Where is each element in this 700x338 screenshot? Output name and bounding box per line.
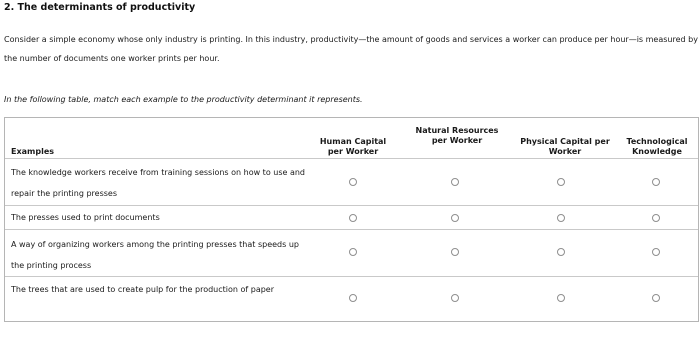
radio-presses-technological-knowledge[interactable] <box>652 214 660 222</box>
radio-trees-natural-resources[interactable] <box>451 294 459 302</box>
radio-trees-technological-knowledge[interactable] <box>652 294 660 302</box>
example-row-training: The knowledge workers receive from training sessions on how to use and repair the printing presses <box>11 168 306 198</box>
radio-organizing-human-capital[interactable] <box>349 248 357 256</box>
radio-organizing-natural-resources[interactable] <box>451 248 459 256</box>
example-row-trees: The trees that are used to create pulp for the production of paper <box>11 285 275 294</box>
row-divider <box>5 229 698 230</box>
question-title: 2. The determinants of productivity <box>4 2 196 13</box>
row-divider <box>5 276 698 277</box>
column-header-physical-capital: Physical Capital per Worker <box>520 137 610 156</box>
question-intro: Consider a simple economy whose only industry is printing. In this industry, productivity—the amount of goods and services a worker can produce per hour—is measured by the number of documents one worker prints per hour. <box>4 35 698 63</box>
radio-training-physical-capital[interactable] <box>557 178 565 186</box>
radio-trees-physical-capital[interactable] <box>557 294 565 302</box>
column-header-natural-resources: Natural Resources per Worker <box>415 126 499 145</box>
matching-table <box>4 117 699 322</box>
header-divider <box>5 158 698 159</box>
example-row-organizing: A way of organizing workers among the printing presses that speeds up the printing process <box>11 240 299 270</box>
column-header-technological-knowledge: Technological Knowledge <box>626 137 688 156</box>
radio-presses-human-capital[interactable] <box>349 214 357 222</box>
examples-column-header: Examples <box>11 147 55 156</box>
radio-organizing-technological-knowledge[interactable] <box>652 248 660 256</box>
radio-organizing-physical-capital[interactable] <box>557 248 565 256</box>
radio-training-natural-resources[interactable] <box>451 178 459 186</box>
radio-presses-natural-resources[interactable] <box>451 214 459 222</box>
radio-training-technological-knowledge[interactable] <box>652 178 660 186</box>
column-header-human-capital: Human Capital per Worker <box>319 137 387 156</box>
radio-training-human-capital[interactable] <box>349 178 357 186</box>
question-instruction: In the following table, match each example to the productivity determinant it represents. <box>4 95 363 104</box>
radio-trees-human-capital[interactable] <box>349 294 357 302</box>
example-row-presses: The presses used to print documents <box>11 213 160 222</box>
radio-presses-physical-capital[interactable] <box>557 214 565 222</box>
row-divider <box>5 205 698 206</box>
